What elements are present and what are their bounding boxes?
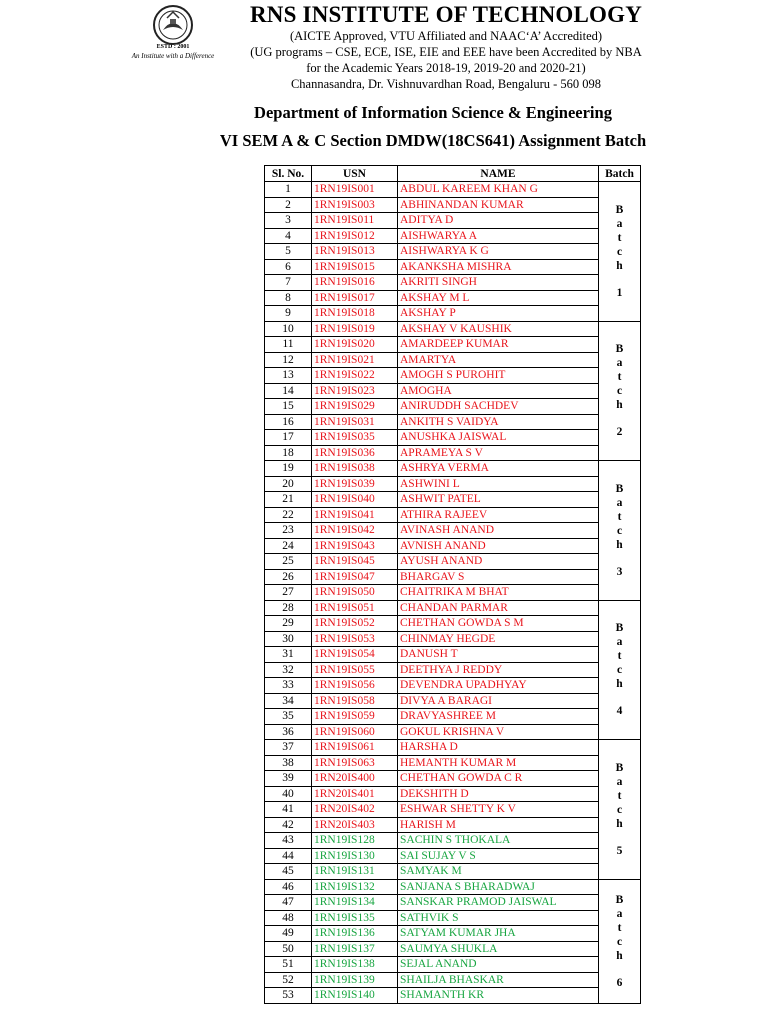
sl-no-cell: 5 xyxy=(265,244,312,260)
sl-no-cell: 29 xyxy=(265,616,312,632)
usn-cell: 1RN19IS017 xyxy=(312,290,398,306)
table-row xyxy=(265,414,641,430)
sl-no-cell: 45 xyxy=(265,864,312,880)
name-cell: ANUSHKA JAISWAL xyxy=(398,430,599,446)
sl-no-cell: 31 xyxy=(265,647,312,663)
page-title: VI SEM A & C Section DMDW(18CS641) Assignment Batch xyxy=(219,131,647,150)
sl-no-cell: 4 xyxy=(265,228,312,244)
sl-no-cell: 24 xyxy=(265,538,312,554)
usn-cell: 1RN19IS055 xyxy=(312,662,398,678)
table-row xyxy=(265,616,641,632)
usn-cell: 1RN19IS059 xyxy=(312,709,398,725)
table-body xyxy=(265,182,641,1004)
name-cell: DEVENDRA UPADHYAY xyxy=(398,678,599,694)
batch-cell-3 xyxy=(599,461,641,601)
batch-letter: a xyxy=(616,907,623,920)
name-cell: HARISH M xyxy=(398,817,599,833)
usn-cell: 1RN19IS136 xyxy=(312,926,398,942)
table-row xyxy=(265,197,641,213)
batch-number: 1 xyxy=(616,286,623,299)
table-row xyxy=(265,786,641,802)
batch-letter: a xyxy=(616,357,623,370)
name-cell: SEJAL ANAND xyxy=(398,957,599,973)
usn-cell: 1RN19IS045 xyxy=(312,554,398,570)
name-cell: SAUMYA SHUKLA xyxy=(398,941,599,957)
sl-no-cell: 1 xyxy=(265,182,312,198)
name-cell: AKANKSHA MISHRA xyxy=(398,259,599,275)
usn-cell: 1RN20IS401 xyxy=(312,786,398,802)
table-row xyxy=(265,244,641,260)
batch-letter: c xyxy=(616,803,623,816)
usn-cell: 1RN19IS012 xyxy=(312,228,398,244)
name-cell: ASHWINI L xyxy=(398,476,599,492)
name-cell: HARSHA D xyxy=(398,740,599,756)
batch-letter: B xyxy=(615,622,624,635)
usn-cell: 1RN19IS132 xyxy=(312,879,398,895)
sl-no-cell: 38 xyxy=(265,755,312,771)
batch-letter: h xyxy=(616,817,623,830)
batch-letter: t xyxy=(617,371,622,384)
name-cell: SHAILJA BHASKAR xyxy=(398,972,599,988)
usn-cell: 1RN19IS031 xyxy=(312,414,398,430)
sl-no-cell: 22 xyxy=(265,507,312,523)
batch-letter: h xyxy=(616,399,623,412)
batch-number: 2 xyxy=(616,426,623,439)
sl-no-cell: 14 xyxy=(265,383,312,399)
table-row xyxy=(265,709,641,725)
batch-number: 5 xyxy=(616,844,623,857)
batch-cell-4 xyxy=(599,600,641,740)
usn-cell: 1RN19IS060 xyxy=(312,724,398,740)
table-row xyxy=(265,430,641,446)
name-cell: AKRITI SINGH xyxy=(398,275,599,291)
name-cell: ANIRUDDH SACHDEV xyxy=(398,399,599,415)
sl-no-cell: 3 xyxy=(265,213,312,229)
batch-letter: t xyxy=(617,921,622,934)
batch-letter: B xyxy=(615,893,624,906)
nba-line: (UG programs – CSE, ECE, ISE, EIE and EEE have been Accredited by NBA xyxy=(250,45,642,59)
table-row xyxy=(265,259,641,275)
batch-letter: B xyxy=(615,343,624,356)
batch-letter: B xyxy=(615,761,624,774)
table-row xyxy=(265,383,641,399)
usn-cell: 1RN19IS011 xyxy=(312,213,398,229)
name-cell: SATYAM KUMAR JHA xyxy=(398,926,599,942)
usn-cell: 1RN19IS047 xyxy=(312,569,398,585)
usn-cell: 1RN19IS135 xyxy=(312,910,398,926)
name-cell: CHINMAY HEGDE xyxy=(398,631,599,647)
batch-letter: h xyxy=(616,678,623,691)
sl-no-cell: 20 xyxy=(265,476,312,492)
usn-cell: 1RN20IS403 xyxy=(312,817,398,833)
name-cell: CHAITRIKA M BHAT xyxy=(398,585,599,601)
table-row xyxy=(265,275,641,291)
table-row xyxy=(265,957,641,973)
name-cell: AVNISH ANAND xyxy=(398,538,599,554)
name-cell: SHAMANTH KR xyxy=(398,988,599,1004)
batch-letter: a xyxy=(616,496,623,509)
name-cell: AKSHAY V KAUSHIK xyxy=(398,321,599,337)
sl-no-cell: 42 xyxy=(265,817,312,833)
table-row xyxy=(265,833,641,849)
batch-cell-1 xyxy=(599,182,641,322)
usn-cell: 1RN19IS051 xyxy=(312,600,398,616)
table-row xyxy=(265,228,641,244)
usn-cell: 1RN19IS134 xyxy=(312,895,398,911)
sl-no-cell: 37 xyxy=(265,740,312,756)
usn-cell: 1RN19IS015 xyxy=(312,259,398,275)
name-cell: SATHVIK S xyxy=(398,910,599,926)
usn-cell: 1RN19IS040 xyxy=(312,492,398,508)
name-cell: ANKITH S VAIDYA xyxy=(398,414,599,430)
name-cell: SANSKAR PRAMOD JAISWAL xyxy=(398,895,599,911)
name-cell: AVINASH ANAND xyxy=(398,523,599,539)
sl-no-cell: 25 xyxy=(265,554,312,570)
table-row xyxy=(265,538,641,554)
name-cell: HEMANTH KUMAR M xyxy=(398,755,599,771)
sl-no-cell: 2 xyxy=(265,197,312,213)
name-cell: AMOGHA xyxy=(398,383,599,399)
sl-no-cell: 34 xyxy=(265,693,312,709)
usn-cell: 1RN19IS131 xyxy=(312,864,398,880)
name-cell: DIVYA A BARAGI xyxy=(398,693,599,709)
sl-no-cell: 46 xyxy=(265,879,312,895)
table-row xyxy=(265,399,641,415)
batch-letter: c xyxy=(616,664,623,677)
table-row xyxy=(265,461,641,477)
name-cell: ASHWIT PATEL xyxy=(398,492,599,508)
sl-no-cell: 32 xyxy=(265,662,312,678)
name-cell: AMARTYA xyxy=(398,352,599,368)
usn-cell: 1RN19IS021 xyxy=(312,352,398,368)
sl-no-cell: 36 xyxy=(265,724,312,740)
logo-year: ESTD : 2001 xyxy=(156,44,190,50)
sl-no-cell: 8 xyxy=(265,290,312,306)
sl-no-cell: 21 xyxy=(265,492,312,508)
accreditation-line: (AICTE Approved, VTU Affiliated and NAAC‘A’ Accredited) xyxy=(289,29,603,43)
sl-no-cell: 16 xyxy=(265,414,312,430)
table-row xyxy=(265,445,641,461)
usn-cell: 1RN19IS023 xyxy=(312,383,398,399)
sl-no-cell: 51 xyxy=(265,957,312,973)
table-row xyxy=(265,368,641,384)
table-row xyxy=(265,662,641,678)
col-header-batch: Batch xyxy=(599,166,641,182)
table-row xyxy=(265,492,641,508)
batch-number: 6 xyxy=(616,976,623,989)
name-cell: ESHWAR SHETTY K V xyxy=(398,802,599,818)
usn-cell: 1RN19IS138 xyxy=(312,957,398,973)
sl-no-cell: 15 xyxy=(265,399,312,415)
table-row xyxy=(265,290,641,306)
table-row xyxy=(265,213,641,229)
batch-letter: B xyxy=(615,203,624,216)
usn-cell: 1RN19IS050 xyxy=(312,585,398,601)
usn-cell: 1RN19IS053 xyxy=(312,631,398,647)
academic-years-line: for the Academic Years 2018-19, 2019-20 and 2020-21) xyxy=(306,61,586,75)
batch-letter: t xyxy=(617,510,622,523)
name-cell: AMARDEEP KUMAR xyxy=(398,337,599,353)
name-cell: CHETHAN GOWDA C R xyxy=(398,771,599,787)
usn-cell: 1RN19IS056 xyxy=(312,678,398,694)
usn-cell: 1RN19IS041 xyxy=(312,507,398,523)
table-row xyxy=(265,352,641,368)
department-title: Department of Information Science & Engineering xyxy=(254,103,612,122)
sl-no-cell: 7 xyxy=(265,275,312,291)
sl-no-cell: 19 xyxy=(265,461,312,477)
name-cell: ADITYA D xyxy=(398,213,599,229)
sl-no-cell: 12 xyxy=(265,352,312,368)
name-cell: AKSHAY M L xyxy=(398,290,599,306)
logo-caption: An Institute with a Difference xyxy=(131,52,215,60)
sl-no-cell: 18 xyxy=(265,445,312,461)
name-cell: SACHIN S THOKALA xyxy=(398,833,599,849)
table-row xyxy=(265,678,641,694)
table-row xyxy=(265,755,641,771)
address-line: Channasandra, Dr. Vishnuvardhan Road, Bengaluru - 560 098 xyxy=(290,77,602,91)
usn-cell: 1RN19IS139 xyxy=(312,972,398,988)
table-row xyxy=(265,306,641,322)
name-cell: ABDUL KAREEM KHAN G xyxy=(398,182,599,198)
table-row xyxy=(265,864,641,880)
sl-no-cell: 23 xyxy=(265,523,312,539)
name-cell: ASHRYA VERMA xyxy=(398,461,599,477)
usn-cell: 1RN19IS029 xyxy=(312,399,398,415)
batch-letter: c xyxy=(616,245,623,258)
table-row xyxy=(265,724,641,740)
table-row xyxy=(265,817,641,833)
usn-cell: 1RN19IS003 xyxy=(312,197,398,213)
sl-no-cell: 11 xyxy=(265,337,312,353)
name-cell: DANUSH T xyxy=(398,647,599,663)
table-row xyxy=(265,941,641,957)
batch-letter: c xyxy=(616,385,623,398)
sl-no-cell: 35 xyxy=(265,709,312,725)
institute-name: RNS INSTITUTE OF TECHNOLOGY xyxy=(249,2,643,27)
batch-number: 3 xyxy=(616,565,623,578)
table-row xyxy=(265,600,641,616)
batch-letter: h xyxy=(616,949,623,962)
sl-no-cell: 49 xyxy=(265,926,312,942)
col-header-sl: Sl. No. xyxy=(265,166,312,182)
batch-number: 4 xyxy=(616,705,623,718)
name-cell: AKSHAY P xyxy=(398,306,599,322)
name-cell: SANJANA S BHARADWAJ xyxy=(398,879,599,895)
sl-no-cell: 41 xyxy=(265,802,312,818)
usn-cell: 1RN20IS402 xyxy=(312,802,398,818)
name-cell: GOKUL KRISHNA V xyxy=(398,724,599,740)
usn-cell: 1RN19IS001 xyxy=(312,182,398,198)
usn-cell: 1RN19IS036 xyxy=(312,445,398,461)
name-cell: SAI SUJAY V S xyxy=(398,848,599,864)
table-row xyxy=(265,647,641,663)
usn-cell: 1RN19IS063 xyxy=(312,755,398,771)
name-cell: AISHWARYA A xyxy=(398,228,599,244)
institute-logo-icon xyxy=(152,4,194,46)
usn-cell: 1RN19IS052 xyxy=(312,616,398,632)
table-row xyxy=(265,926,641,942)
sl-no-cell: 48 xyxy=(265,910,312,926)
table-row xyxy=(265,848,641,864)
usn-cell: 1RN19IS137 xyxy=(312,941,398,957)
sl-no-cell: 30 xyxy=(265,631,312,647)
batch-letter: c xyxy=(616,935,623,948)
table-row xyxy=(265,972,641,988)
table-header-row xyxy=(265,166,641,182)
usn-cell: 1RN19IS058 xyxy=(312,693,398,709)
usn-cell: 1RN19IS054 xyxy=(312,647,398,663)
sl-no-cell: 50 xyxy=(265,941,312,957)
sl-no-cell: 6 xyxy=(265,259,312,275)
batch-letter: h xyxy=(616,259,623,272)
sl-no-cell: 26 xyxy=(265,569,312,585)
sl-no-cell: 27 xyxy=(265,585,312,601)
sl-no-cell: 43 xyxy=(265,833,312,849)
usn-cell: 1RN19IS038 xyxy=(312,461,398,477)
batch-letter: t xyxy=(617,789,622,802)
sl-no-cell: 33 xyxy=(265,678,312,694)
batch-letter: h xyxy=(616,538,623,551)
name-cell: CHANDAN PARMAR xyxy=(398,600,599,616)
sl-no-cell: 44 xyxy=(265,848,312,864)
name-cell: SAMYAK M xyxy=(398,864,599,880)
table-row xyxy=(265,693,641,709)
usn-cell: 1RN19IS016 xyxy=(312,275,398,291)
batch-cell-5 xyxy=(599,740,641,880)
col-header-usn: USN xyxy=(312,166,398,182)
name-cell: AISHWARYA K G xyxy=(398,244,599,260)
usn-cell: 1RN19IS043 xyxy=(312,538,398,554)
sl-no-cell: 17 xyxy=(265,430,312,446)
table-row xyxy=(265,337,641,353)
sl-no-cell: 28 xyxy=(265,600,312,616)
sl-no-cell: 10 xyxy=(265,321,312,337)
batch-letter: a xyxy=(616,217,623,230)
sl-no-cell: 52 xyxy=(265,972,312,988)
table-row xyxy=(265,771,641,787)
name-cell: DEKSHITH D xyxy=(398,786,599,802)
sl-no-cell: 53 xyxy=(265,988,312,1004)
usn-cell: 1RN19IS013 xyxy=(312,244,398,260)
table-row xyxy=(265,910,641,926)
usn-cell: 1RN19IS128 xyxy=(312,833,398,849)
table-row xyxy=(265,879,641,895)
batch-letter: t xyxy=(617,231,622,244)
batch-letter: t xyxy=(617,650,622,663)
batch-cell-2 xyxy=(599,321,641,461)
batch-table xyxy=(264,165,641,1004)
name-cell: BHARGAV S xyxy=(398,569,599,585)
sl-no-cell: 13 xyxy=(265,368,312,384)
letterhead xyxy=(0,0,768,100)
batch-letter: a xyxy=(616,636,623,649)
usn-cell: 1RN19IS022 xyxy=(312,368,398,384)
name-cell: AMOGH S PUROHIT xyxy=(398,368,599,384)
table-row xyxy=(265,631,641,647)
usn-cell: 1RN19IS061 xyxy=(312,740,398,756)
name-cell: DRAVYASHREE M xyxy=(398,709,599,725)
table-row xyxy=(265,895,641,911)
table-row xyxy=(265,476,641,492)
name-cell: AYUSH ANAND xyxy=(398,554,599,570)
name-cell: CHETHAN GOWDA S M xyxy=(398,616,599,632)
usn-cell: 1RN19IS019 xyxy=(312,321,398,337)
table-row xyxy=(265,507,641,523)
batch-letter: a xyxy=(616,775,623,788)
name-cell: APRAMEYA S V xyxy=(398,445,599,461)
table-row xyxy=(265,321,641,337)
table-row xyxy=(265,569,641,585)
usn-cell: 1RN20IS400 xyxy=(312,771,398,787)
sl-no-cell: 47 xyxy=(265,895,312,911)
table-row xyxy=(265,554,641,570)
table-row xyxy=(265,523,641,539)
table-row xyxy=(265,585,641,601)
usn-cell: 1RN19IS042 xyxy=(312,523,398,539)
sl-no-cell: 9 xyxy=(265,306,312,322)
name-cell: ATHIRA RAJEEV xyxy=(398,507,599,523)
name-cell: ABHINANDAN KUMAR xyxy=(398,197,599,213)
name-cell: DEETHYA J REDDY xyxy=(398,662,599,678)
table-row xyxy=(265,988,641,1004)
table-row xyxy=(265,182,641,198)
usn-cell: 1RN19IS140 xyxy=(312,988,398,1004)
usn-cell: 1RN19IS018 xyxy=(312,306,398,322)
table-row xyxy=(265,740,641,756)
usn-cell: 1RN19IS039 xyxy=(312,476,398,492)
batch-letter: B xyxy=(615,482,624,495)
sl-no-cell: 40 xyxy=(265,786,312,802)
batch-letter: c xyxy=(616,524,623,537)
usn-cell: 1RN19IS130 xyxy=(312,848,398,864)
sl-no-cell: 39 xyxy=(265,771,312,787)
table-row xyxy=(265,802,641,818)
usn-cell: 1RN19IS035 xyxy=(312,430,398,446)
usn-cell: 1RN19IS020 xyxy=(312,337,398,353)
batch-cell-6 xyxy=(599,879,641,1003)
col-header-name: NAME xyxy=(398,166,599,182)
